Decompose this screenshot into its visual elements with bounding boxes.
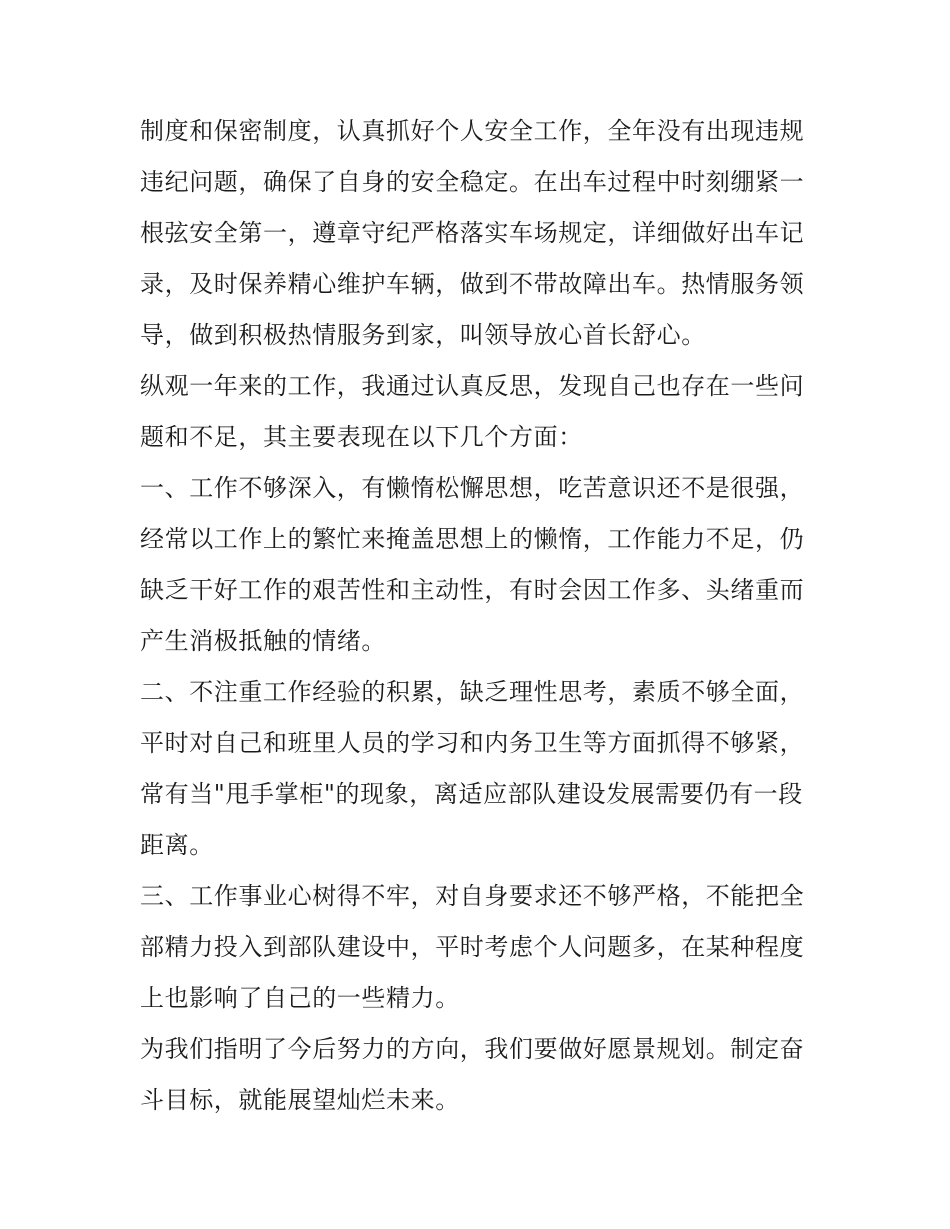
- text-line: 题和不足，其主要表现在以下几个方面：: [140, 423, 583, 451]
- text-line: 根弦安全第一，遵章守纪严格落实车场规定，详细做好出车记: [140, 219, 805, 247]
- text-line: 制度和保密制度，认真抓好个人安全工作，全年没有出现违规: [140, 117, 805, 145]
- text-line: 缺乏干好工作的艰苦性和主动性，有时会因工作多、头绪重而: [140, 576, 805, 604]
- text-line: 导，做到积极热情服务到家，叫领导放心首长舒心。: [140, 321, 706, 349]
- document-body: [140, 106, 820, 1126]
- text-line: 违纪问题，确保了自身的安全稳定。在出车过程中时刻绷紧一: [140, 168, 805, 196]
- text-line: 常有当"甩手掌柜"的现象，离适应部队建设发展需要仍有一段: [140, 780, 803, 808]
- text-line: 一、工作不够深入，有懒惰松懈思想，吃苦意识还不是很强，: [140, 474, 805, 502]
- text-line: 二、不注重工作经验的积累，缺乏理性思考，素质不够全面，: [140, 678, 805, 706]
- text-line: 产生消极抵触的情绪。: [140, 627, 386, 655]
- text-line: 上也影响了自己的一些精力。: [140, 984, 460, 1012]
- text-line: 为我们指明了今后努力的方向，我们要做好愿景规划。制定奋: [140, 1035, 805, 1063]
- text-line: 距离。: [140, 831, 214, 859]
- text-line: 经常以工作上的繁忙来掩盖思想上的懒惰，工作能力不足，仍: [140, 525, 805, 553]
- text-line: 斗目标，就能展望灿烂未来。: [140, 1086, 460, 1114]
- text-line: 三、工作事业心树得不牢，对自身要求还不够严格，不能把全: [140, 882, 805, 910]
- text-line: 部精力投入到部队建设中，平时考虑个人问题多，在某种程度: [140, 933, 805, 961]
- text-line: 录，及时保养精心维护车辆，做到不带故障出车。热情服务领: [140, 270, 805, 298]
- text-line: 纵观一年来的工作，我通过认真反思，发现自己也存在一些问: [140, 372, 805, 400]
- text-line: 平时对自己和班里人员的学习和内务卫生等方面抓得不够紧，: [140, 729, 805, 757]
